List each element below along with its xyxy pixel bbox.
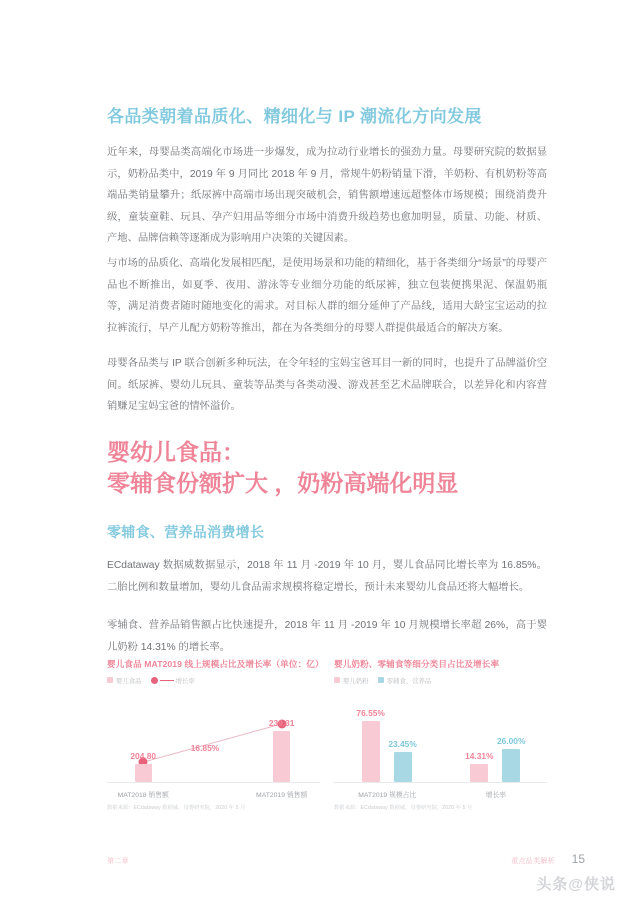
x-axis-label-2: 增长率 (485, 792, 507, 799)
legend-swatch-icon (334, 677, 340, 683)
legend-swatch-icon (378, 677, 384, 683)
legend-swatch-icon (107, 677, 113, 683)
bar-value-label-3: 14.31% (465, 751, 494, 761)
body-paragraph-3: 母婴各品类与 IP 联合创新多种玩法，在令年轻的宝妈宝爸耳目一新的同时，也提升了品牌溢价空间。纸尿裤、婴幼儿玩具、童装等品类与各类动漫、游戏甚至艺术品牌联合，以差异化和内容营销赚足宝妈宝爸的情怀溢价。 (107, 358, 547, 413)
x-axis-line (334, 782, 547, 783)
legend-dot-icon (151, 677, 158, 684)
bar-value-label-2: 239.31 (268, 718, 295, 728)
x-axis-label-2: MAT2019 销售额 (256, 792, 308, 799)
chart-legend (107, 675, 320, 685)
feature-title-line2: 零辅食份额扩大 ，奶粉高端化明显 (107, 470, 459, 496)
bar-mat2019 (273, 731, 290, 782)
x-axis-label-1: MAT2018 销售额 (117, 792, 169, 799)
chart-source-note: 数据来源：ECdataway 数据威、母婴研究院，2020 年 5 月 (334, 805, 473, 811)
x-axis-line (107, 782, 320, 783)
chart-subcategory-share (334, 658, 547, 823)
footer-page-number: 15 (571, 852, 585, 866)
feature-subtitle: 零辅食、营养品消费增长 (107, 524, 265, 540)
legend-item-bar (107, 676, 142, 685)
legend-label: 婴儿食品 (116, 677, 142, 685)
legend-label: 婴儿奶粉 (343, 677, 369, 685)
bar-value-label-2: 23.45% (388, 739, 417, 749)
chart-legend (334, 675, 547, 685)
body-paragraph-1: 近年来，母婴品类高端化市场进一步爆发，成为拉动行业增长的强劲力量。母婴研究院的数据显示，奶粉品类中，2019 年 9 月同比 2018 年 9 月，常规牛奶粉销量下滑，羊奶粉、有机奶粉等高端品类销量攀升；纸尿裤中高端市场出现突破机会，销售额增速远超整体市场规模；围绕消费升级，童装童鞋、玩具、孕产妇用品等细分市场中消费升级趋势也愈加明显，质量、功能、材质、产地、品牌信赖等逐渐成为影响用户决策的关键因素。 (107, 147, 547, 245)
legend-item-line (151, 676, 195, 685)
x-axis-label-1: MAT2019 规模占比 (358, 792, 417, 799)
bar-value-label-4: 26.00% (497, 736, 526, 746)
chart-baby-food-scale (107, 658, 324, 823)
feature-paragraph-1: ECdataway 数据威数据显示，2018 年 11 月 -2019 年 10 月，婴儿食品同比增长率为 16.85%。二胎比例和数量增加，婴幼儿食品需求规模将稳定增长，预计未来婴幼儿食品还将大幅增长。 (107, 560, 547, 593)
bar-growth-supplement (502, 749, 520, 782)
legend-line-icon (160, 680, 174, 681)
chart-title: 婴儿奶粉、零辅食等细分类目占比及增长率 (334, 659, 500, 669)
feature-title (107, 437, 557, 499)
bar-mat2018 (135, 764, 152, 782)
chart-plot-area (107, 689, 320, 801)
chart-plot-area (334, 689, 547, 801)
chart-title: 婴儿食品 MAT2019 线上规模占比及增长率（单位：亿） (107, 659, 324, 669)
body-paragraph-2: 与市场的品质化、高端化发展相匹配，是使用场景和功能的精细化，基于各类细分“场景”的母婴产品也不断推出，如夏季、夜用、游泳等专业细分功能的纸尿裤，独立包装便携果泥、保温奶瓶等，满足消费者随时随地变化的需求。对目标人群的细分延伸了产品线，适用大龄宝宝运动的拉拉裤流行，早产儿配方奶粉等推出，都在为各类细分的母婴人群提供最适合的解决方案。 (107, 258, 547, 334)
legend-item-milk-powder (334, 676, 369, 685)
feature-title-line1: 婴幼儿食品： (107, 439, 245, 465)
bar-value-label-1: 204.80 (130, 751, 157, 761)
feature-paragraph-2: 零辅食、营养品销售额占比快速提升，2018 年 11 月 -2019 年 10 月规模增长率超 26%，高于婴儿奶粉 14.31% 的增长率。 (107, 620, 547, 653)
bar-share-supplement (394, 752, 412, 782)
watermark: 头条@侠说 (536, 876, 616, 893)
footer-chapter: 第二章 (107, 858, 129, 865)
growth-rate-label: 16.85% (190, 742, 220, 753)
legend-label: 零辅食、营养品 (386, 677, 432, 685)
charts-row (107, 658, 547, 823)
section-heading: 各品类朝着品质化、精细化与 IP 潮流化方向发展 (107, 107, 482, 127)
legend-item-supplement (378, 676, 432, 685)
bar-share-milk-powder (362, 721, 380, 782)
bar-growth-milk-powder (470, 764, 488, 782)
bar-value-label-1: 76.55% (356, 708, 385, 718)
chart-source-note: 数据来源：ECdataway 数据威、母婴研究院，2020 年 5 月 (107, 805, 246, 811)
legend-label: 增长率 (175, 677, 195, 685)
footer-section-name: 重点品类解析 (511, 858, 555, 865)
